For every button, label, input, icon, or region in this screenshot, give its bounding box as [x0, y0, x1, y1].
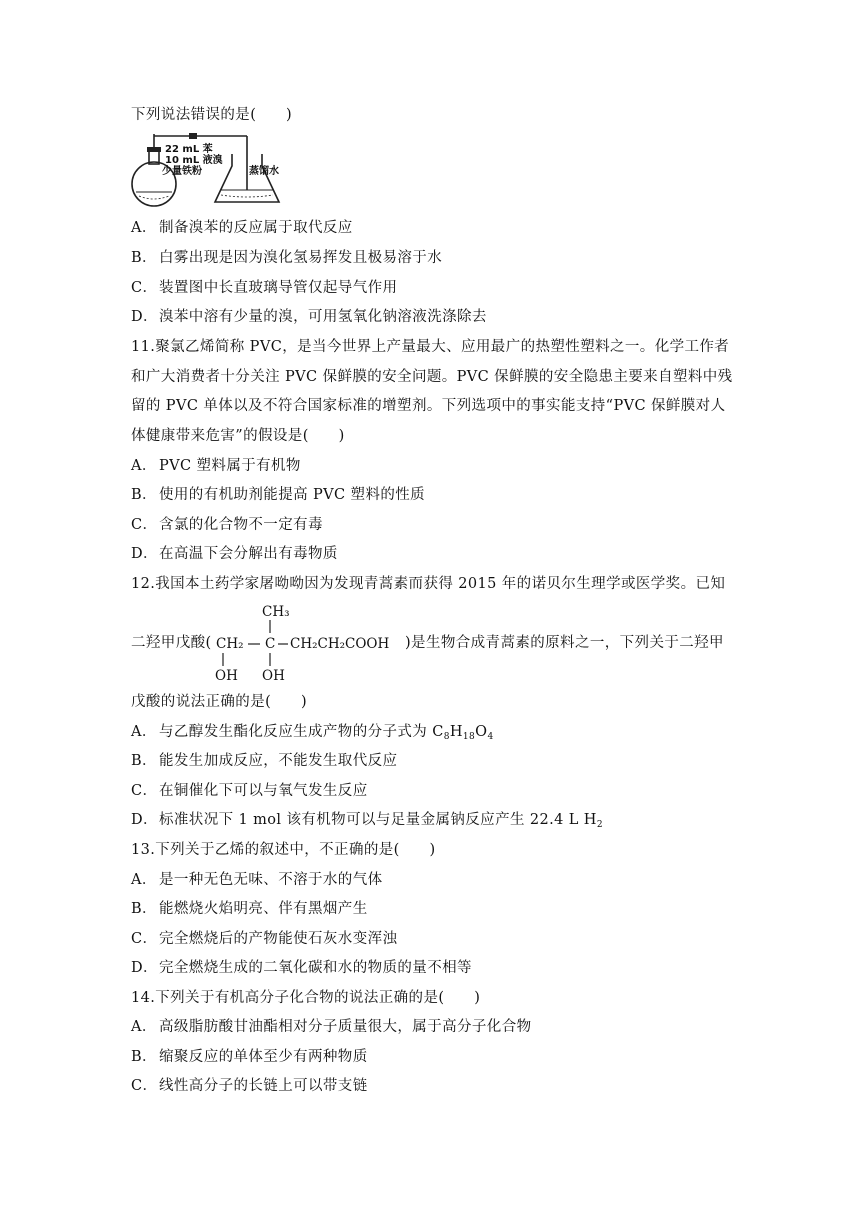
q11-option-a: A． PVC 塑料属于有机物: [131, 458, 301, 474]
beaker-label-water: 蒸馏水: [249, 166, 279, 177]
formula-oh-center: OH: [262, 668, 285, 684]
q11-stem-line-3: 留的 PVC 单体以及不符合国家标准的增塑剂。下列选项中的事实能支持“PVC 保鲜膜对人: [131, 398, 726, 414]
flask-label-iron: 少量铁粉: [162, 166, 202, 177]
q14-option-c: C． 线性高分子的长链上可以带支链: [131, 1078, 368, 1094]
q13-stem: 13.下列关于乙烯的叙述中，不正确的是( ): [131, 842, 436, 858]
q13-option-b: B． 能燃烧火焰明亮、伴有黑烟产生: [131, 901, 368, 917]
q10-stem: 下列说法错误的是( ): [131, 107, 293, 123]
q11-stem-line-4: 体健康带来危害”的假设是( ): [131, 428, 345, 444]
flask-label-bromine: 10 mL 液溴: [165, 155, 223, 166]
formula-left-group: CH₂: [216, 636, 244, 652]
bromobenzene-apparatus-diagram: [129, 132, 299, 212]
q11-option-b: B． 使用的有机助剂能提高 PVC 塑料的性质: [131, 487, 426, 503]
formula-oh-left: OH: [215, 668, 238, 684]
q11-stem-line-2: 和广大消费者十分关注 PVC 保鲜膜的安全问题。PVC 保鲜膜的安全隐患主要来自塑料中残: [131, 369, 733, 385]
formula-right-group: CH₂CH₂COOH: [290, 636, 390, 652]
q10-option-a: A． 制备溴苯的反应属于取代反应: [131, 220, 353, 236]
q11-option-c: C． 含氯的化合物不一定有毒: [131, 517, 323, 533]
q14-option-a: A． 高级脂肪酸甘油酯相对分子质量很大，属于高分子化合物: [131, 1019, 532, 1035]
q12-option-a: A． 与乙醇发生酯化反应生成产物的分子式为 $C_8H_{18}O_4$: [131, 724, 494, 742]
q11-option-d: D．在高温下会分解出有毒物质: [131, 546, 338, 562]
q14-stem: 14.下列关于有机高分子化合物的说法正确的是( ): [131, 990, 481, 1006]
q13-option-d: D．完全燃烧生成的二氧化碳和水的物质的量不相等: [131, 960, 472, 976]
q12-stem-line-2-pre: 二羟甲戊酸(: [131, 635, 212, 651]
q12-stem-line-1: 12.我国本土药学家屠呦呦因为发现青蒿素而获得 2015 年的诺贝尔生理学或医学奖。已知: [131, 576, 726, 592]
q11-stem-line-1: 11.聚氯乙烯简称 PVC，是当今世界上产量最大、应用最广的热塑性塑料之一。化学工作者: [131, 339, 730, 355]
q14-option-b: B． 缩聚反应的单体至少有两种物质: [131, 1049, 368, 1065]
formula-center-atom: C: [265, 636, 276, 652]
q10-option-d: D．溴苯中溶有少量的溴，可用氢氧化钠溶液洗涤除去: [131, 309, 487, 325]
dihydroxy-acid-structural-formula: [196, 600, 406, 684]
q13-option-a: A． 是一种无色无味、不溶于水的气体: [131, 872, 383, 888]
q12-stem-line-3: 戊酸的说法正确的是( ): [131, 694, 308, 710]
flask-label-benzene: 22 mL 苯: [165, 144, 213, 155]
q12-option-b: B． 能发生加成反应，不能发生取代反应: [131, 753, 398, 769]
q10-option-b: B． 白雾出现是因为溴化氢易挥发且极易溶于水: [131, 250, 443, 266]
formula-top-group: CH₃: [262, 604, 290, 620]
q12-option-d: D．标准状况下 1 mol 该有机物可以与足量金属钠反应产生 22.4 L $H_2$: [131, 812, 603, 830]
q12-option-c: C． 在铜催化下可以与氧气发生反应: [131, 783, 368, 799]
q13-option-c: C． 完全燃烧后的产物能使石灰水变浑浊: [131, 931, 398, 947]
q10-option-c: C． 装置图中长直玻璃导管仅起导气作用: [131, 280, 398, 296]
q12-stem-line-2-post: )是生物合成青蒿素的原料之一，下列关于二羟甲: [405, 635, 724, 651]
